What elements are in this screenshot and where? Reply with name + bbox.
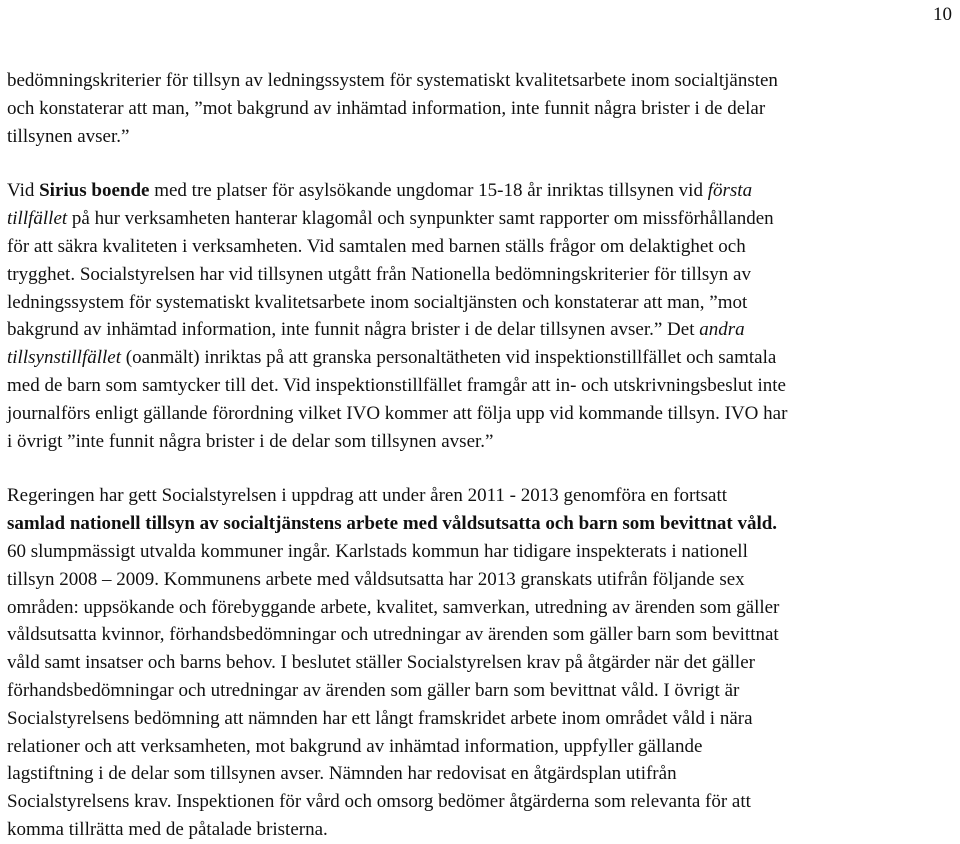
text-line: [7, 316, 953, 344]
text-line: [7, 510, 953, 538]
paragraph-2: [7, 177, 953, 455]
text-line: [7, 400, 953, 428]
text-line: [7, 538, 953, 566]
italic-text: första: [707, 180, 753, 202]
text-run: Vid: [7, 180, 40, 202]
text-line: [7, 788, 953, 816]
text-line: [7, 123, 953, 151]
text-line: [7, 816, 953, 844]
text-run: förhandsbedömningar och utredningar av ärenden som gäller barn som bevittnat våld. I övrigt är: [7, 679, 740, 701]
text-run: Socialstyrelsens krav. Inspektionen för vård och omsorg bedömer åtgärderna som relevanta för att: [7, 791, 751, 813]
text-line: [7, 705, 953, 733]
text-run: tillsynen avser.”: [7, 125, 130, 147]
italic-text: andra: [699, 319, 745, 341]
text-run: 60 slumpmässigt utvalda kommuner ingår. Karlstads kommun har tidigare inspekterats i nationell: [7, 540, 748, 562]
text-line: [7, 372, 953, 400]
text-line: [7, 289, 953, 317]
text-run: områden: uppsökande och förebyggande arbete, kvalitet, samverkan, utredning av ärenden som gäller: [7, 596, 780, 618]
text-run: journalförs enligt gällande förordning vilket IVO kommer att följa upp vid kommande tillsyn. IVO har: [7, 402, 788, 424]
text-line: [7, 566, 953, 594]
text-run: trygghet. Socialstyrelsen har vid tillsynen utgått från Nationella bedömningskriterier för tillsyn av: [7, 263, 751, 285]
text-line: [7, 344, 953, 372]
bold-text: Sirius boende: [39, 180, 150, 202]
page-number: 10: [933, 4, 952, 25]
text-line: [7, 621, 953, 649]
text-run: Socialstyrelsens bedömning att nämnden har ett långt framskridet arbete inom området våld i nära: [7, 707, 753, 729]
text-run: ledningssystem för systematiskt kvalitetsarbete inom socialtjänsten och konstaterar att man, ”mot: [7, 291, 748, 313]
text-run: med de barn som samtycker till det. Vid inspektionstillfället framgår att in- och utskrivningsbeslut inte: [7, 374, 786, 396]
text-line: [7, 677, 953, 705]
italic-text: tillfället: [7, 208, 68, 230]
text-run: (oanmält) inriktas på att granska personaltätheten vid inspektionstillfället och samtala: [121, 347, 777, 369]
text-line: [7, 428, 953, 456]
italic-text: tillsynstillfället: [7, 347, 121, 369]
paragraph-gap: [7, 455, 953, 482]
text-line: [7, 760, 953, 788]
paragraph-3: [7, 482, 953, 843]
paragraph-1: [7, 67, 953, 150]
text-line: [7, 177, 953, 205]
text-line: [7, 261, 953, 289]
text-run: i övrigt ”inte funnit några brister i de delar som tillsynen avser.”: [7, 430, 494, 452]
text-line: [7, 95, 953, 123]
text-line: [7, 594, 953, 622]
text-run: tillsyn 2008 – 2009. Kommunens arbete med våldsutsatta har 2013 granskats utifrån följande sex: [7, 568, 745, 590]
text-line: [7, 733, 953, 761]
text-line: [7, 205, 953, 233]
text-run: bedömningskriterier för tillsyn av ledningssystem för systematiskt kvalitetsarbete inom socialtjänsten: [7, 70, 778, 91]
document-body: [7, 67, 953, 844]
text-run: med tre platser för asylsökande ungdomar 15-18 år inriktas tillsynen vid: [149, 180, 708, 202]
text-run: komma tillrätta med de påtalade bristerna.: [7, 818, 328, 840]
text-run: på hur verksamheten hanterar klagomål och synpunkter samt rapporter om missförhållanden: [67, 208, 774, 230]
text-run: våldsutsatta kvinnor, förhandsbedömningar och utredningar av ärenden som gäller barn som bevittnat: [7, 624, 779, 646]
text-run: bakgrund av inhämtad information, inte funnit några brister i de delar tillsynen avser.” Det: [7, 319, 700, 341]
paragraph-gap: [7, 150, 953, 177]
text-run: lagstiftning i de delar som tillsynen avser. Nämnden har redovisat en åtgärdsplan utifrån: [7, 763, 677, 785]
text-line: [7, 67, 953, 95]
text-run: och konstaterar att man, ”mot bakgrund av inhämtad information, inte funnit några brister i de delar: [7, 97, 766, 119]
bold-text: samlad nationell tillsyn av socialtjänstens arbete med våldsutsatta och barn som bevittnat våld.: [7, 513, 778, 535]
text-line: [7, 233, 953, 261]
text-line: [7, 482, 953, 510]
text-run: relationer och att verksamheten, mot bakgrund av inhämtad information, uppfyller gällande: [7, 735, 703, 757]
text-line: [7, 649, 953, 677]
text-run: för att säkra kvaliteten i verksamheten. Vid samtalen med barnen ställs frågor om delaktighet och: [7, 235, 746, 257]
text-run: Regeringen har gett Socialstyrelsen i uppdrag att under åren 2011 - 2013 genomföra en fortsatt: [7, 485, 728, 507]
text-run: våld samt insatser och barns behov. I beslutet ställer Socialstyrelsen krav på åtgärder när det gäller: [7, 652, 755, 674]
